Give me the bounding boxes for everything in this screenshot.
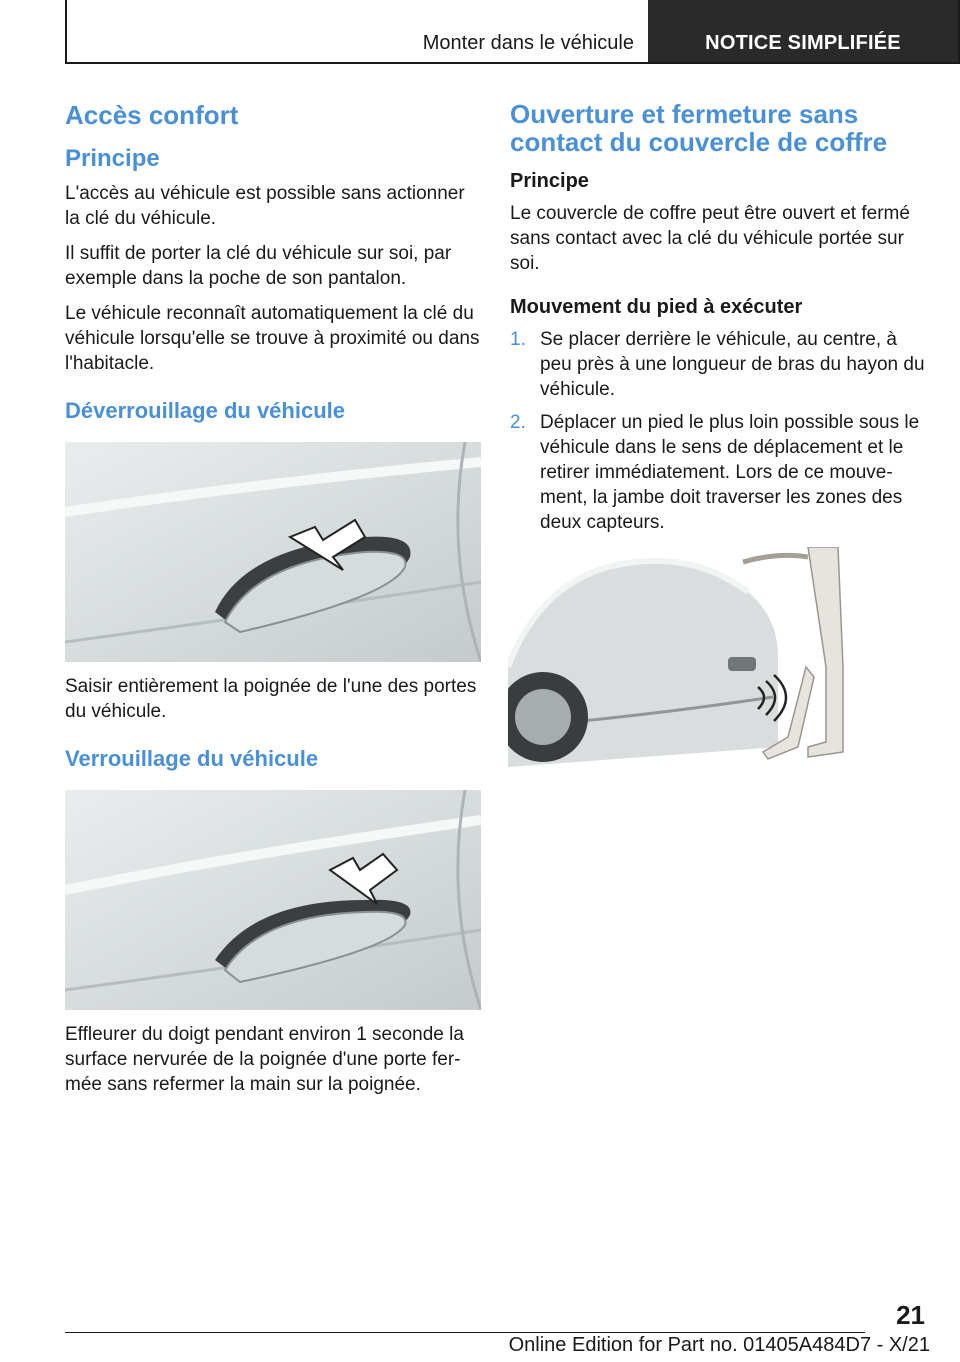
steps-list bbox=[510, 327, 928, 535]
principle-paragraph-1: L'accès au véhicule est possible sans actionner la clé du véhicule. bbox=[65, 183, 465, 229]
step-text: Se placer derrière le véhicule, au centre, à peu près à une longueur de bras du hayon du véhicule. bbox=[540, 329, 925, 400]
door-handle-unlock-figure bbox=[65, 442, 481, 662]
section-title: Monter dans le véhicule bbox=[422, 32, 634, 54]
door-handle-lock-figure bbox=[65, 790, 481, 1010]
foot-movement-heading: Mouvement du pied à exécuter bbox=[510, 296, 803, 318]
principle-text-right: Le couvercle de coffre peut être ouvert et fermé sans contact avec la clé du véhicule portée sur soi. bbox=[510, 203, 910, 274]
lock-caption: Effleurer du doigt pendant environ 1 seconde la surface nervurée de la poignée d'une porte fer-mée sans refermer la main sur la poignée. bbox=[65, 1024, 464, 1095]
principle-heading: Principe bbox=[65, 145, 160, 172]
step-number: 2. bbox=[510, 412, 526, 433]
step-number: 1. bbox=[510, 329, 526, 350]
right-column bbox=[510, 100, 928, 767]
principle-paragraph-3: Le véhicule reconnaît automatiquement la clé du véhicule lorsqu'elle se trouve à proximité ou dans l'habitacle. bbox=[65, 303, 480, 374]
list-item bbox=[510, 327, 928, 402]
page-header bbox=[65, 0, 960, 64]
comfort-access-title: Accès confort bbox=[65, 100, 239, 130]
unlock-heading: Déverrouillage du véhicule bbox=[65, 398, 345, 423]
edition-note: Online Edition for Part no. 01405A484D7 - X/21 bbox=[508, 1334, 930, 1356]
footer-divider bbox=[65, 1332, 865, 1333]
step-text: Déplacer un pied le plus loin possible sous le véhicule dans le sens de déplacement et le retirer immédiatement. Lors de ce mouve-ment, la jambe doit traverser les zones des deux capteurs. bbox=[540, 412, 920, 533]
unlock-caption: Saisir entièrement la poignée de l'une des portes du véhicule. bbox=[65, 676, 477, 722]
tailgate-title: Ouverture et fermeture sans contact du couvercle de coffre bbox=[510, 99, 888, 157]
principle-heading-right: Principe bbox=[510, 170, 589, 192]
lock-heading: Verrouillage du véhicule bbox=[65, 746, 319, 771]
list-item bbox=[510, 410, 928, 535]
tailgate-foot-gesture-figure bbox=[508, 547, 864, 767]
page-number: 21 bbox=[896, 1300, 925, 1330]
guide-tag: NOTICE SIMPLIFIÉE bbox=[648, 0, 958, 62]
principle-paragraph-2: Il suffit de porter la clé du véhicule sur soi, par exemple dans la poche de son pantalon. bbox=[65, 243, 452, 289]
left-column bbox=[65, 100, 481, 1107]
